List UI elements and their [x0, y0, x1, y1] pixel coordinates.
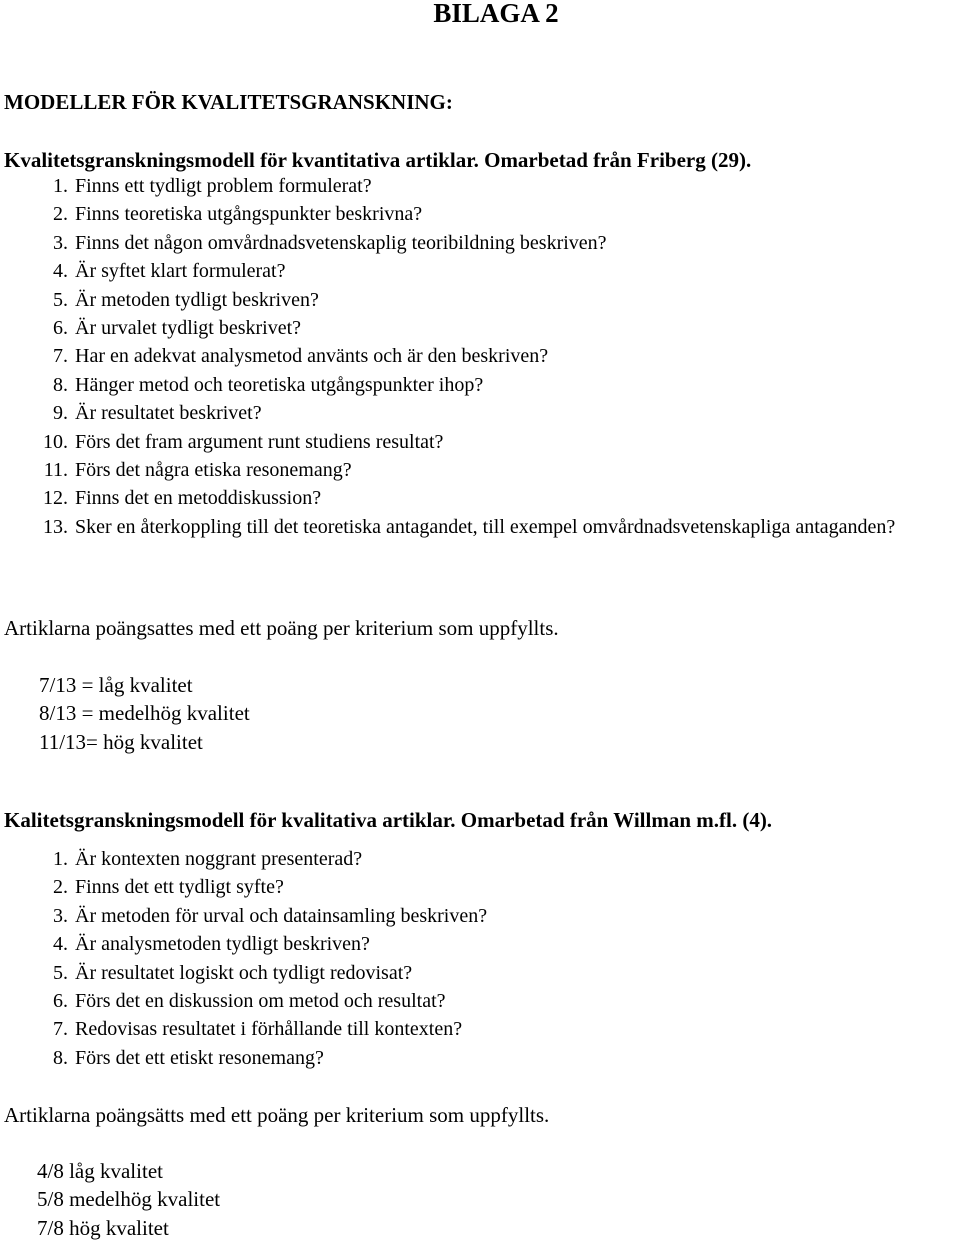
list-item-text: Är syftet klart formulerat?: [75, 260, 286, 283]
scale-medium: 8/13 = medelhög kvalitet: [39, 701, 250, 726]
list-item: [0, 172, 955, 200]
list-item-text: Är urvalet tydligt beskrivet?: [75, 317, 302, 340]
qualitative-model-heading: Kalitetsgranskningsmodell för kvalitativa artiklar. Omarbetad från Willman m.fl. (4).: [4, 808, 773, 832]
list-item-text: Finns det en metoddiskussion?: [75, 487, 322, 510]
scale-high: 11/13= hög kvalitet: [39, 729, 203, 754]
list-item-number: 4.: [53, 933, 68, 956]
list-item-text: Finns ett tydligt problem formulerat?: [75, 175, 372, 197]
list-item-text: Förs det fram argument runt studiens resultat?: [75, 430, 444, 453]
quantitative-scoring-note: Artiklarna poängsattes med ett poäng per kriterium som uppfyllts.: [4, 616, 559, 640]
list-item: [0, 484, 955, 512]
list-item: [0, 873, 955, 901]
list-item: [0, 371, 955, 399]
list-item-text: Förs det några etiska resonemang?: [75, 459, 352, 482]
list-item: [0, 1044, 955, 1072]
list-item-number: 7.: [53, 345, 68, 368]
list-item-number: 6.: [53, 317, 68, 340]
list-item-number: 7.: [53, 1018, 68, 1041]
list-item-text: Hänger metod och teoretiska utgångspunkter ihop?: [75, 373, 484, 396]
scale-low: 4/8 låg kvalitet: [37, 1159, 163, 1183]
list-item-text: Är metoden för urval och datainsamling beskriven?: [75, 904, 488, 927]
qualitative-scoring-note: Artiklarna poängsätts med ett poäng per kriterium som uppfyllts.: [4, 1103, 550, 1127]
list-item-text: Är resultatet beskrivet?: [75, 402, 262, 425]
list-item-number: 6.: [53, 990, 68, 1013]
list-item: [0, 987, 955, 1015]
list-item: [0, 229, 955, 257]
list-item-number: 8.: [53, 373, 68, 396]
list-item-number: 12.: [43, 487, 68, 510]
list-item-number: 11.: [43, 459, 68, 482]
scale-low: 7/13 = låg kvalitet: [39, 673, 193, 697]
list-item-text: Är kontexten noggrant presenterad?: [75, 848, 363, 870]
list-item: [0, 456, 955, 484]
list-item-text: Förs det en diskussion om metod och resultat?: [75, 990, 446, 1013]
list-item-number: 1.: [53, 175, 68, 197]
quantitative-quality-scale: [39, 671, 250, 756]
list-item: [0, 286, 955, 314]
list-item-text: Är analysmetoden tydligt beskriven?: [75, 933, 370, 956]
list-item-text: Är metoden tydligt beskriven?: [75, 288, 319, 311]
list-item: [0, 902, 955, 930]
list-item-text: Finns det ett tydligt syfte?: [75, 876, 284, 899]
list-item: [0, 342, 955, 370]
list-item: [0, 200, 955, 228]
page-title: BILAGA 2: [433, 0, 559, 28]
list-item: [0, 428, 955, 456]
scale-medium: 5/8 medelhög kvalitet: [37, 1187, 221, 1212]
list-item-number: 5.: [53, 288, 68, 311]
list-item: [0, 314, 955, 342]
list-item-text: Har en adekvat analysmetod använts och är den beskriven?: [75, 345, 549, 368]
scale-high: 7/8 hög kvalitet: [37, 1215, 169, 1240]
list-item: [0, 959, 955, 987]
list-item-number: 3.: [53, 904, 68, 927]
list-item: [0, 399, 955, 427]
list-item-number: 5.: [53, 961, 68, 984]
list-item: [0, 845, 955, 873]
list-item-number: 3.: [53, 231, 68, 254]
list-item-text: Redovisas resultatet i förhållande till kontexten?: [75, 1018, 463, 1041]
list-item-number: 8.: [53, 1046, 68, 1069]
main-heading: MODELLER FÖR KVALITETSGRANSKNING:: [4, 90, 453, 114]
list-item-text: Sker en återkoppling till det teoretiska antagandet, till exempel omvårdnadsvetenskapliga antaganden?: [75, 515, 896, 538]
list-item-number: 1.: [53, 848, 68, 870]
list-item-text: Finns teoretiska utgångspunkter beskrivna?: [75, 203, 423, 226]
list-item-number: 9.: [53, 402, 68, 425]
list-item-text: Finns det någon omvårdnadsvetenskaplig teoribildning beskriven?: [75, 231, 607, 254]
list-item-text: Förs det ett etiskt resonemang?: [75, 1046, 324, 1069]
quantitative-model-heading: Kvalitetsgranskningsmodell för kvantitativa artiklar. Omarbetad från Friberg (29).: [4, 148, 752, 172]
list-item: [0, 930, 955, 958]
list-item-number: 2.: [53, 876, 68, 899]
list-item-number: 4.: [53, 260, 68, 283]
list-item-text: Är resultatet logiskt och tydligt redovisat?: [75, 961, 413, 984]
qualitative-criteria-list: [0, 845, 955, 1072]
list-item-number: 13.: [43, 515, 68, 538]
list-item: [0, 513, 955, 541]
list-item: [0, 1015, 955, 1043]
quantitative-criteria-list: [0, 172, 955, 541]
qualitative-quality-scale: [37, 1157, 220, 1242]
list-item: [0, 257, 955, 285]
list-item-number: 2.: [53, 203, 68, 226]
list-item-number: 10.: [43, 430, 68, 453]
